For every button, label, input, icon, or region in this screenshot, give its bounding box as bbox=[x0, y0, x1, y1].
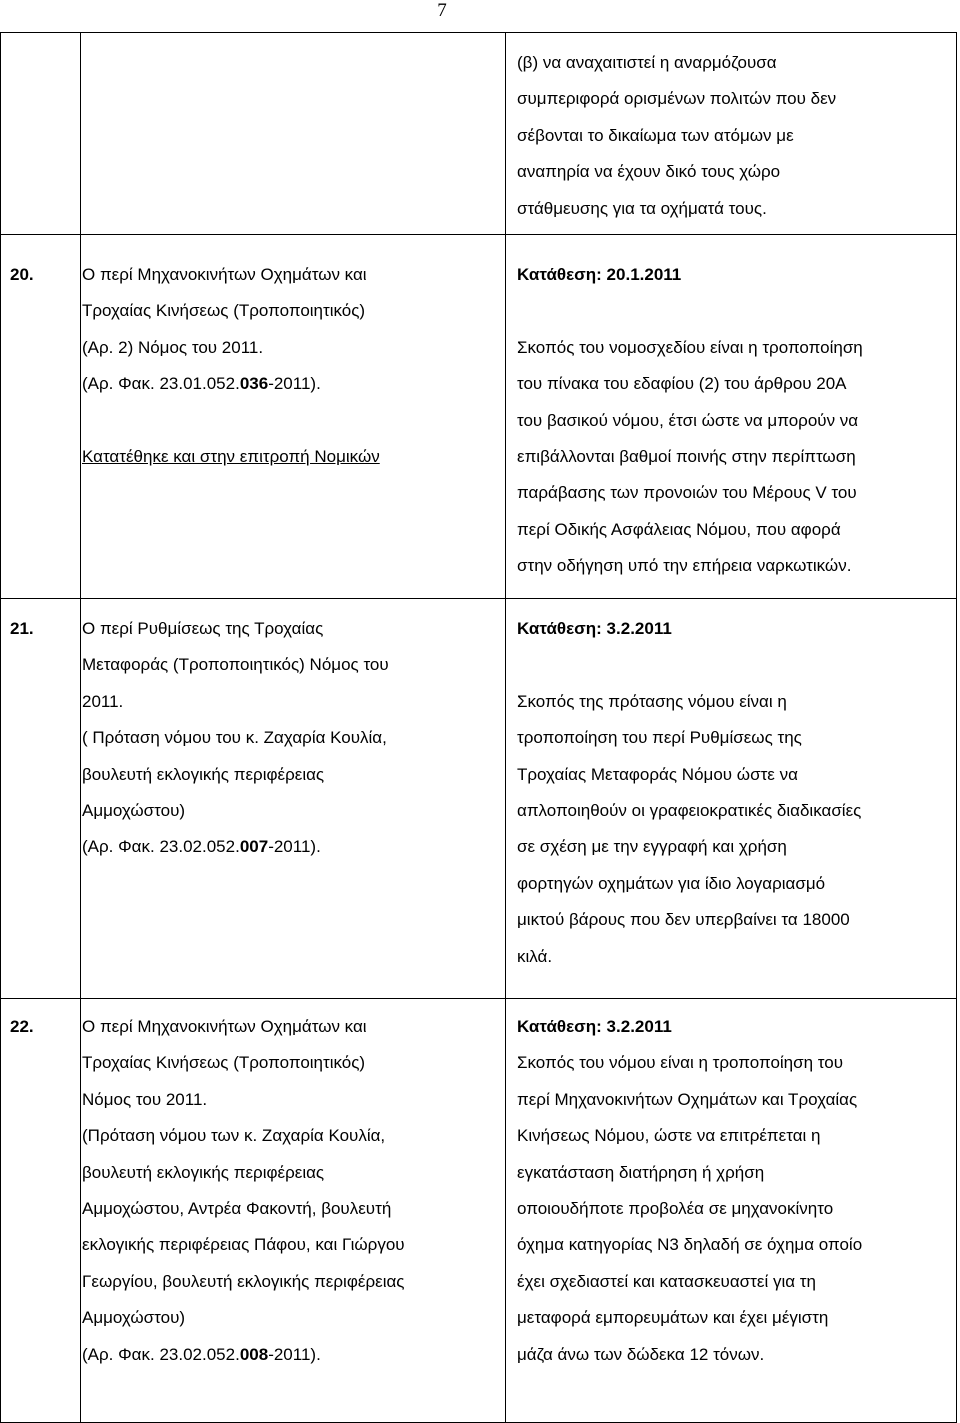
description-cell bbox=[506, 33, 957, 235]
description-line: όχημα κατηγορίας Ν3 δηλαδή σε όχημα οποίο bbox=[517, 1235, 863, 1255]
description-line: εγκατάσταση διατήρηση ή χρήση bbox=[517, 1162, 765, 1182]
table-row-item-20 bbox=[1, 235, 957, 599]
description-line: του πίνακα του εδαφίου (2) του άρθρου 20Α bbox=[517, 374, 847, 394]
table-row-item-22 bbox=[1, 999, 957, 1423]
filing-date: Κατάθεση: 20.1.2011 bbox=[517, 265, 682, 284]
sponsor-line: βουλευτή εκλογικής περιφέρειας bbox=[82, 764, 325, 784]
description-line: έχει σχεδιαστεί και κατασκευαστεί για τη bbox=[517, 1271, 816, 1291]
description-line: Σκοπός της πρότασης νόμου είναι η bbox=[517, 691, 787, 711]
item-number: 22. bbox=[1, 999, 81, 1423]
description-line: του βασικού νόμου, έτσι ώστε να μπορούν να bbox=[517, 410, 859, 430]
title-cell bbox=[81, 599, 506, 999]
bill-title-line: Ο περί Μηχανοκινήτων Οχημάτων και bbox=[82, 265, 367, 284]
description-line: σε σχέση με την εγγραφή και χρήση bbox=[517, 837, 787, 857]
committee-note: Κατατέθηκε και στην επιτροπή Νομικών bbox=[82, 447, 380, 467]
description-line: σέβονται το δικαίωμα των ατόμων με bbox=[517, 125, 794, 145]
filing-date: Κατάθεση: 3.2.2011 bbox=[517, 1017, 672, 1036]
title-cell bbox=[81, 235, 506, 599]
bill-title-line: Τροχαίας Κινήσεως (Τροποποιητικός) bbox=[82, 1053, 366, 1073]
bill-title-line: Τροχαίας Κινήσεως (Τροποποιητικός) bbox=[82, 301, 366, 321]
description-line: μάζα άνω των δώδεκα 12 τόνων. bbox=[517, 1344, 765, 1364]
description-line: μεταφορά εμπορευμάτων και έχει μέγιστη bbox=[517, 1308, 829, 1328]
bill-title-line: Νόμος του 2011. bbox=[82, 1089, 208, 1109]
description-line: Τροχαίας Μεταφοράς Νόμου ώστε να bbox=[517, 764, 798, 784]
number-cell bbox=[1, 33, 81, 235]
description-line: κιλά. bbox=[517, 946, 553, 966]
title-cell bbox=[81, 33, 506, 235]
bills-table bbox=[0, 32, 957, 1423]
bill-title-line: 2011. bbox=[82, 691, 124, 711]
description-line: συμπεριφορά ορισμένων πολιτών που δεν bbox=[517, 89, 837, 109]
sponsor-line: εκλογικής περιφέρειας Πάφου, και Γιώργου bbox=[82, 1235, 405, 1255]
bill-title-line: Ο περί Μηχανοκινήτων Οχημάτων και bbox=[82, 1017, 367, 1036]
description-line: αναπηρία να έχουν δικό τους χώρο bbox=[517, 162, 781, 182]
description-line: (β) να αναχαιτιστεί η αναρμόζουσα bbox=[517, 53, 777, 72]
table-row-continuation bbox=[1, 33, 957, 235]
description-line: στην οδήγηση υπό την επήρεια ναρκωτικών. bbox=[517, 556, 852, 576]
item-number: 21. bbox=[1, 599, 81, 999]
sponsor-line: βουλευτή εκλογικής περιφέρειας bbox=[82, 1162, 325, 1182]
description-line: οποιουδήποτε προβολέα σε μηχανοκίνητο bbox=[517, 1199, 834, 1219]
description-line: Σκοπός του νόμου είναι η τροποποίηση του bbox=[517, 1053, 844, 1073]
description-line: παράβασης των προνοιών του Μέρους V του bbox=[517, 483, 857, 503]
bill-title-line: (Αρ. 2) Νόμος του 2011. bbox=[82, 337, 264, 357]
sponsor-line: Αμμοχώστου) bbox=[82, 1308, 186, 1328]
description-line: Κινήσεως Νόμου, ώστε να επιτρέπεται η bbox=[517, 1126, 821, 1146]
sponsor-line: (Πρόταση νόμου των κ. Ζαχαρία Κουλία, bbox=[82, 1126, 386, 1146]
bill-title-line: Μεταφοράς (Τροποποιητικός) Νόμος του bbox=[82, 655, 389, 675]
description-line: περί Οδικής Ασφάλειας Νόμου, που αφορά bbox=[517, 519, 841, 539]
file-reference: (Αρ. Φακ. 23.02.052.007-2011). bbox=[82, 837, 321, 857]
bill-title-line: Ο περί Ρυθμίσεως της Τροχαίας bbox=[82, 619, 324, 638]
file-reference: (Αρ. Φακ. 23.02.052.008-2011). bbox=[82, 1344, 321, 1364]
title-cell bbox=[81, 999, 506, 1423]
description-line: φορτηγών οχημάτων για ίδιο λογαριασμό bbox=[517, 873, 826, 893]
sponsor-line: Γεωργίου, βουλευτή εκλογικής περιφέρειας bbox=[82, 1271, 405, 1291]
description-line: στάθμευσης για τα οχήματά τους. bbox=[517, 198, 767, 218]
filing-date: Κατάθεση: 3.2.2011 bbox=[517, 619, 672, 638]
sponsor-line: Αμμοχώστου, Αντρέα Φακοντή, βουλευτή bbox=[82, 1199, 392, 1219]
description-line: μικτού βάρους που δεν υπερβαίνει τα 18000 bbox=[517, 910, 850, 930]
description-cell bbox=[506, 599, 957, 999]
page-number: 7 bbox=[437, 0, 447, 21]
description-line: επιβάλλονται βαθμοί ποινής στην περίπτωση bbox=[517, 447, 856, 467]
description-line: Σκοπός του νομοσχεδίου είναι η τροποποίηση bbox=[517, 337, 863, 357]
description-cell bbox=[506, 235, 957, 599]
description-line: τροποποίηση του περί Ρυθμίσεως της bbox=[517, 728, 802, 748]
description-line: απλοποιηθούν οι γραφειοκρατικές διαδικασίες bbox=[517, 801, 862, 821]
table-row-item-21 bbox=[1, 599, 957, 999]
description-line: περί Μηχανοκινήτων Οχημάτων και Τροχαίας bbox=[517, 1089, 858, 1109]
description-cell bbox=[506, 999, 957, 1423]
sponsor-line: ( Πρόταση νόμου του κ. Ζαχαρία Κουλία, bbox=[82, 728, 387, 748]
item-number: 20. bbox=[1, 235, 81, 599]
file-reference: (Αρ. Φακ. 23.01.052.036-2011). bbox=[82, 374, 321, 394]
sponsor-line: Αμμοχώστου) bbox=[82, 801, 186, 821]
